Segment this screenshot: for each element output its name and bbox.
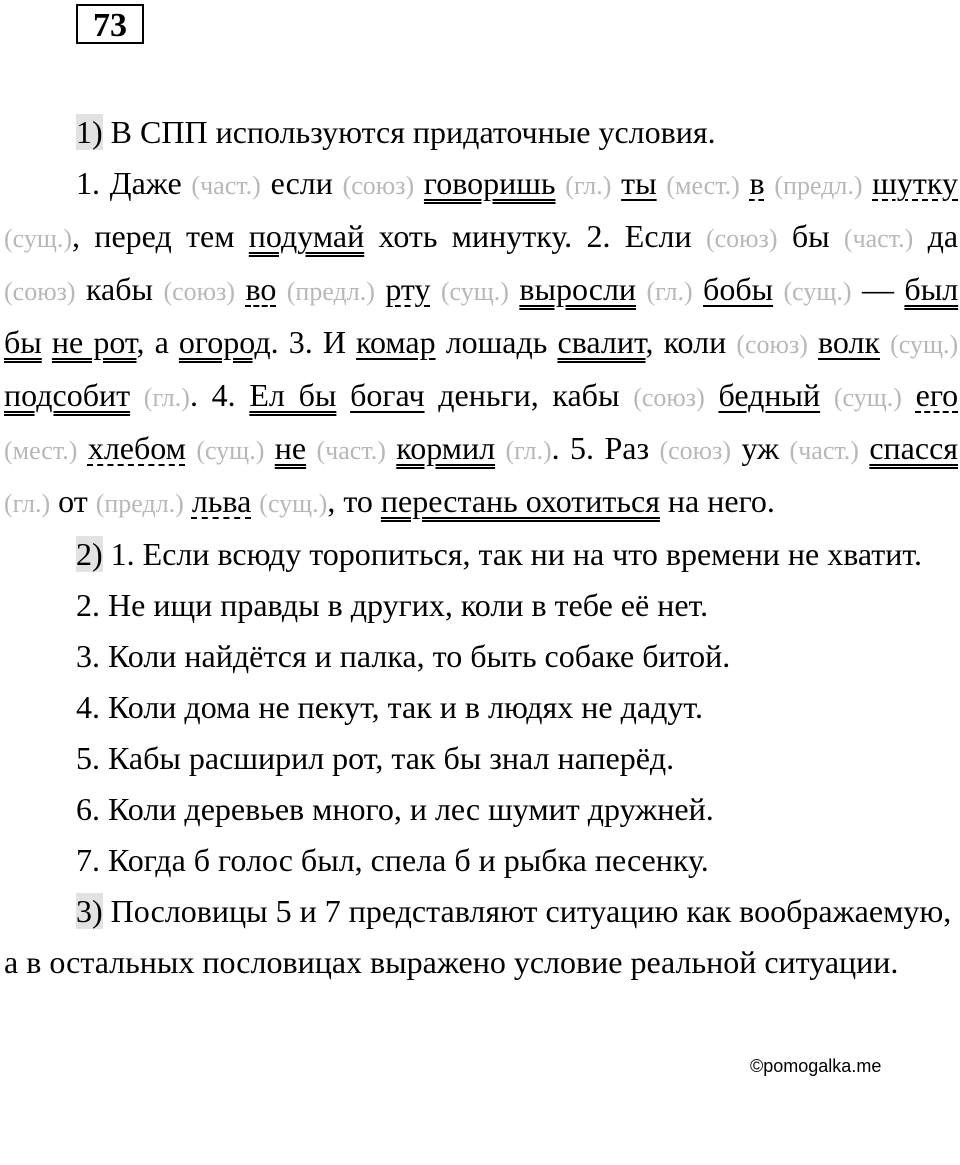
task-number: 73 (76, 4, 144, 44)
part1-intro: 1) В СПП используются придаточные условия. (76, 114, 716, 150)
part2-item-4: 4. Коли дома не пекут, так и в людях не дадут. (76, 689, 703, 725)
part3-conclusion: 3) Пословицы 5 и 7 представляют ситуацию как воображаемую, а в остальных пословицах выражено условие реальной ситуации. (4, 893, 952, 980)
part2-item-6: 6. Коли деревьев много, и лес шумит дружней. (76, 791, 714, 827)
part2-item-2: 2. Не ищи правды в других, коли в тебе её нет. (76, 587, 709, 623)
answer-content (4, 107, 958, 988)
watermark: ©pomogalka.me (750, 1056, 882, 1076)
part1-analysis: 1. Даже (част.) если (союз) говоришь (гл.) ты (мест.) в (предл.) шутку (сущ.), перед тем подумай хоть минутку. 2. Если (союз) бы (част.) да (союз) кабы (союз) во (предл.) рту (сущ.) выросли (гл.) бобы (сущ.) — был бы не рот, а огород. 3. И комар лошадь свалит, коли (союз) волк (сущ.) подсобит (гл.). 4. Ел бы богач деньги, кабы (союз) бедный (сущ.) его (мест.) хлебом (сущ.) не (част.) кормил (гл.). 5. Раз (союз) уж (част.) спасся (гл.) от (предл.) льва (сущ.), то перестань охотиться на него. (4, 165, 959, 519)
part2-item-3: 3. Коли найдётся и палка, то быть собаке битой. (76, 638, 731, 674)
part2-item-5: 5. Кабы расширил рот, так бы знал наперёд. (76, 740, 675, 776)
part3-marker: 3) (76, 893, 103, 929)
part2-item-7: 7. Когда б голос был, спела б и рыбка песенку. (76, 842, 709, 878)
part2-item-1: 2) 1. Если всюду торопиться, так ни на что времени не хватит. (76, 536, 922, 572)
part1-marker: 1) (76, 114, 103, 150)
part2-marker: 2) (76, 536, 103, 572)
